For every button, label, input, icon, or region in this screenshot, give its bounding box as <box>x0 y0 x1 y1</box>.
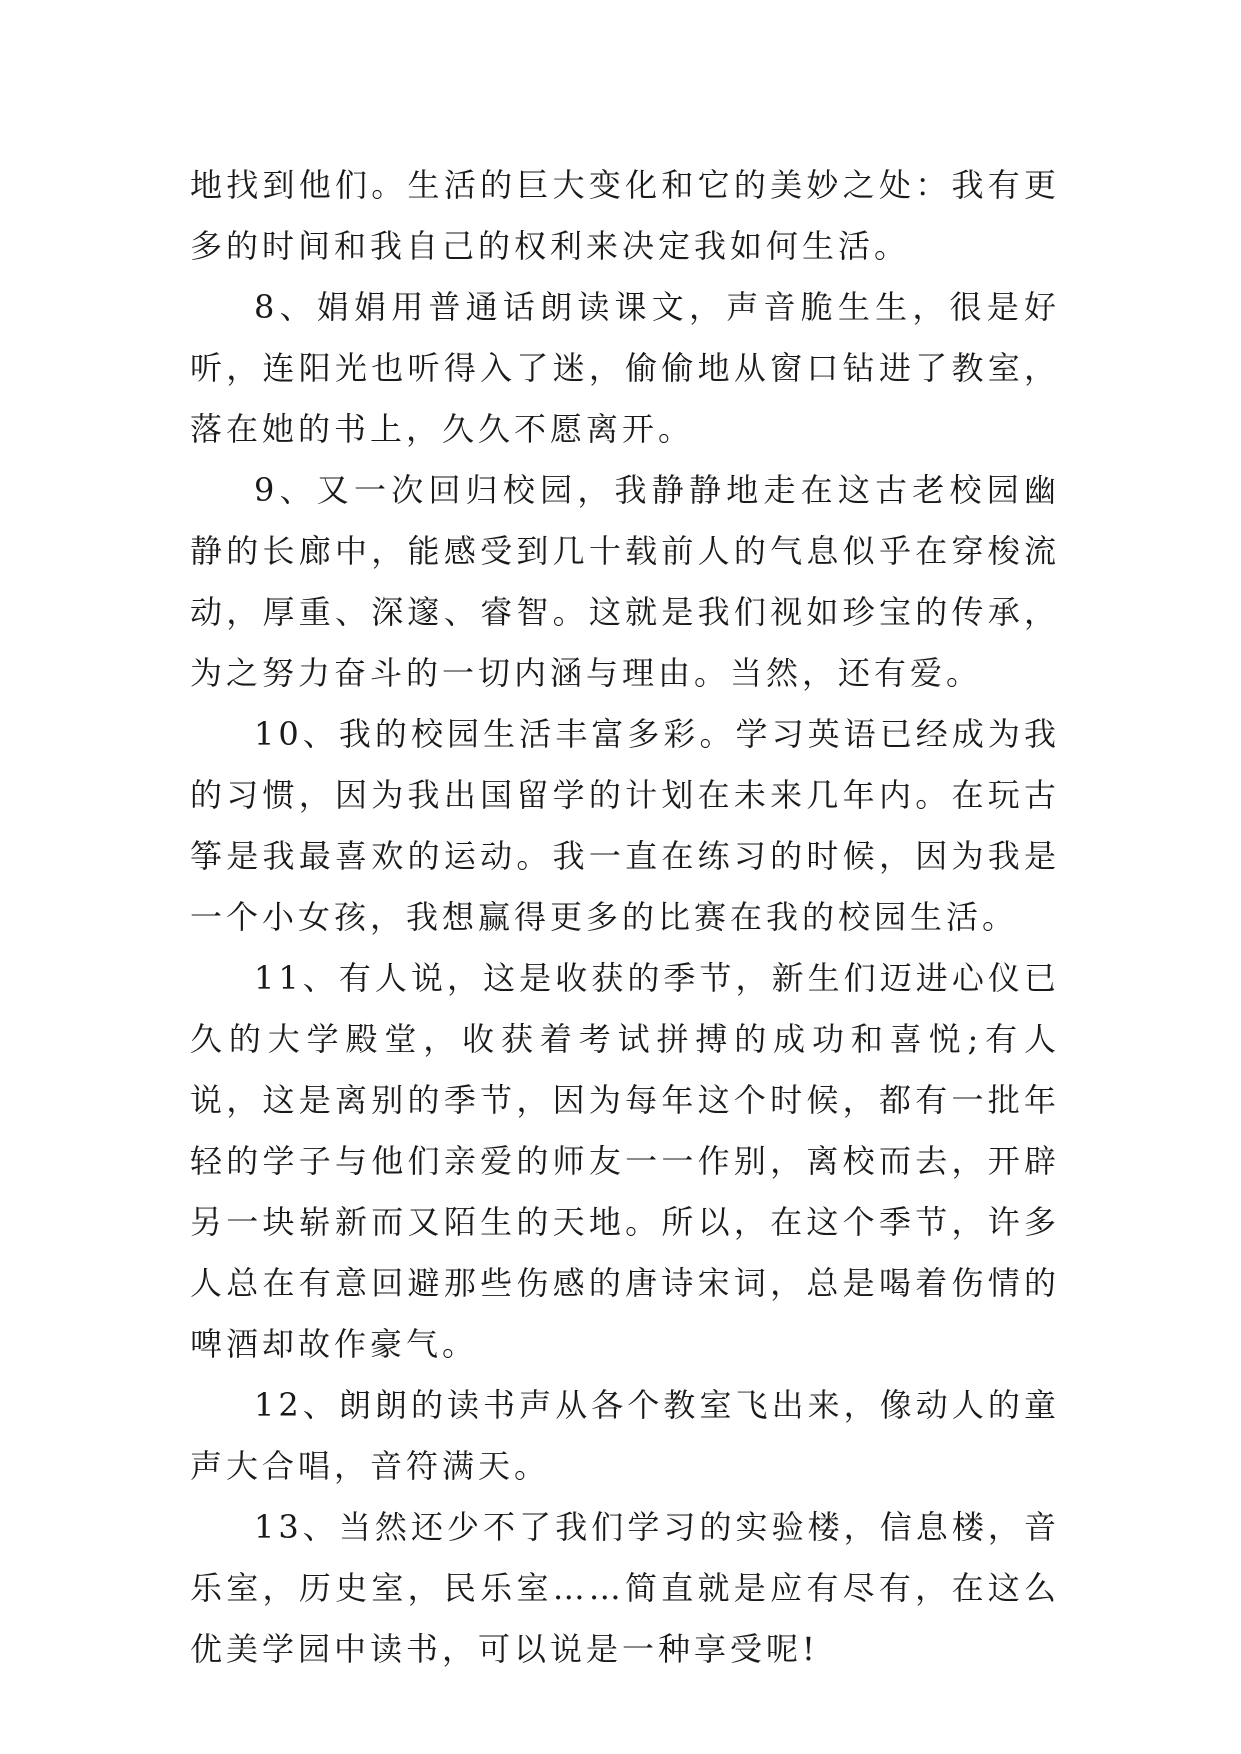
paragraph-8: 8、娟娟用普通话朗读课文，声音脆生生，很是好听，连阳光也听得入了迷，偷偷地从窗口钻进了教室，落在她的书上，久久不愿离开。 <box>190 288 1060 448</box>
paragraph-9: 9、又一次回归校园，我静静地走在这古老校园幽静的长廊中，能感受到几十载前人的气息似乎在穿梭流动，厚重、深邃、睿智。这就是我们视如珍宝的传承，为之努力奋斗的一切内涵与理由。当然，还有爱。 <box>190 471 1060 692</box>
paragraph-continuation: 地找到他们。生活的巨大变化和它的美妙之处：我有更多的时间和我自己的权利来决定我如何生活。 <box>190 166 1060 265</box>
document-body <box>190 155 1060 1680</box>
paragraph-12: 12、朗朗的读书声从各个教室飞出来，像动人的童声大合唱，音符满天。 <box>190 1386 1060 1485</box>
paragraph-13: 13、当然还少不了我们学习的实验楼，信息楼，音乐室，历史室，民乐室……简直就是应有尽有，在这么优美学园中读书，可以说是一种享受呢! <box>190 1508 1060 1668</box>
paragraph-11: 11、有人说，这是收获的季节，新生们迈进心仪已久的大学殿堂，收获着考试拼搏的成功和喜悦;有人说，这是离别的季节，因为每年这个时候，都有一批年轻的学子与他们亲爱的师友一一作别，离校而去，开辟另一块崭新而又陌生的天地。所以，在这个季节，许多人总在有意回避那些伤感的唐诗宋词，总是喝着伤情的啤酒却故作豪气。 <box>190 959 1060 1363</box>
paragraph-10: 10、我的校园生活丰富多彩。学习英语已经成为我的习惯，因为我出国留学的计划在未来几年内。在玩古筝是我最喜欢的运动。我一直在练习的时候，因为我是一个小女孩，我想赢得更多的比赛在我的校园生活。 <box>190 715 1060 936</box>
